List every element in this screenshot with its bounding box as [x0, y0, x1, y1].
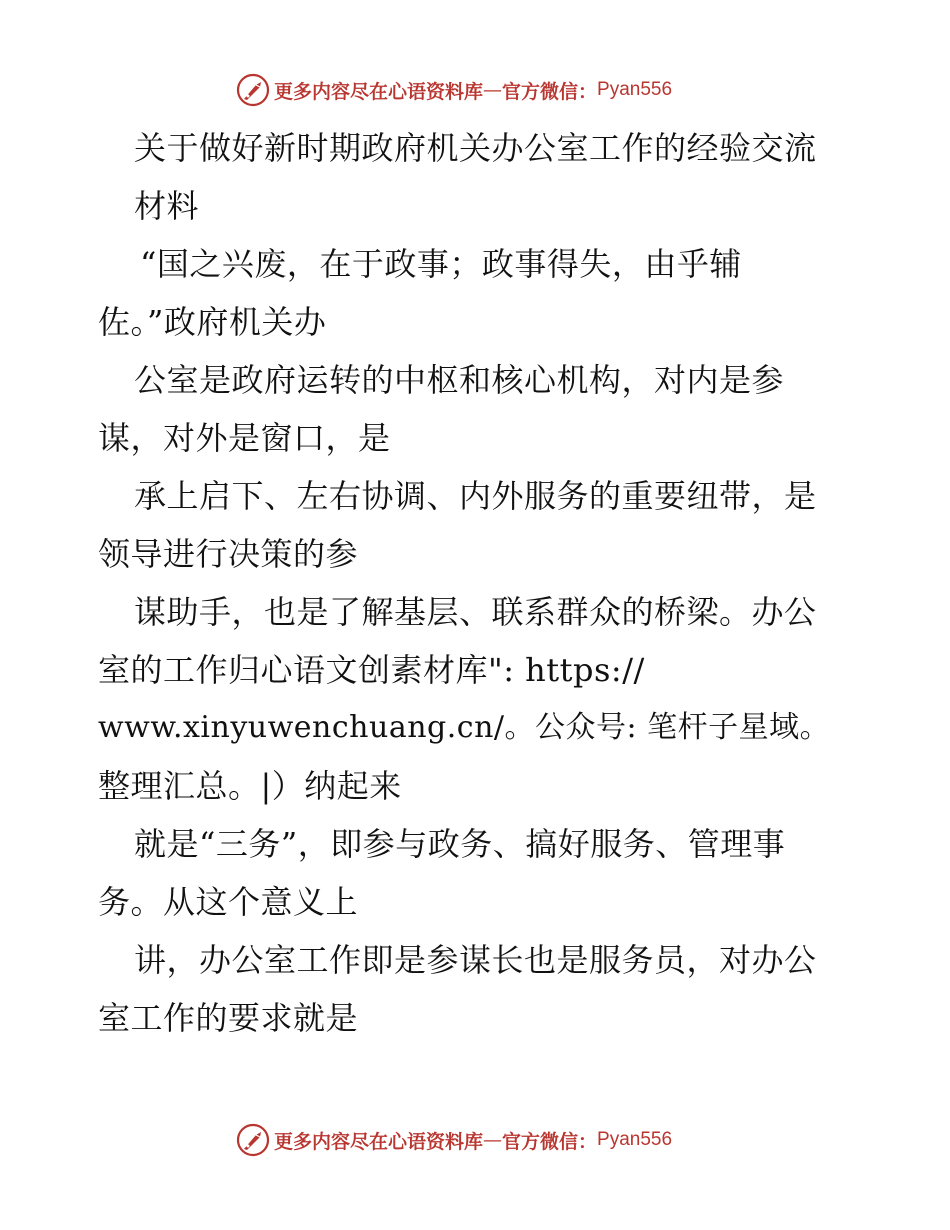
text-line-3: 公室是政府运转的中枢和核心机构，对内是参	[134, 361, 785, 399]
title-line-1: 关于做好新时期政府机关办公室工作的经验交流	[134, 129, 817, 167]
banner-contact-label: 官方微信：	[502, 80, 598, 103]
text-line-7: 谋助手，也是了解基层、联系群众的桥梁。办公	[134, 593, 817, 631]
text-line-11: 就是“三务”，即参与政务、搞好服务、管理事	[134, 825, 786, 863]
header-banner	[236, 72, 716, 108]
title-line-2: 材料	[134, 187, 200, 225]
banner-text: 更多内容尽在心语资料库	[274, 1130, 484, 1153]
text-line-10: 整理汇总。|）纳起来	[98, 767, 402, 805]
banner-contact-id: Pyan556	[597, 1129, 673, 1150]
text-line-14: 室工作的要求就是	[98, 999, 359, 1037]
text-line-1: “国之兴废，在于政事；政事得失，由乎辅	[140, 245, 742, 283]
text-line-5: 承上启下、左右协调、内外服务的重要纽带，是	[134, 477, 817, 515]
text-line-4: 谋，对外是窗口，是	[98, 419, 391, 457]
pen-nib-logo-icon	[236, 73, 270, 107]
text-line-9: www.xinyuwenchuang.cn/。公众号: 笔杆子星域。	[98, 710, 831, 745]
banner-dash: —	[483, 1129, 503, 1151]
pen-nib-logo-icon	[236, 1123, 270, 1157]
text-line-2: 佐。”政府机关办	[98, 303, 327, 341]
banner-contact-id: Pyan556	[597, 79, 673, 100]
footer-banner	[236, 1122, 716, 1158]
banner-dash: —	[483, 79, 503, 101]
text-line-8: 室的工作归心语文创素材库": https://	[98, 651, 645, 689]
banner-text: 更多内容尽在心语资料库	[274, 80, 484, 103]
text-line-6: 领导进行决策的参	[98, 535, 359, 573]
text-line-12: 务。从这个意义上	[98, 883, 359, 921]
text-line-13: 讲，办公室工作即是参谋长也是服务员，对办公	[134, 941, 817, 979]
banner-contact-label: 官方微信：	[502, 1130, 598, 1153]
